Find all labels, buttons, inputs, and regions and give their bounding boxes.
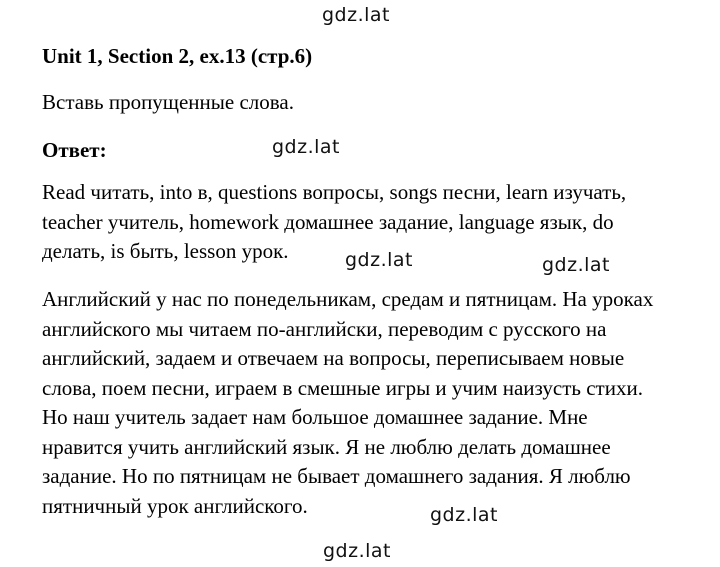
- paragraph-line: английский, задаем и отвечаем на вопросы, переписываем новые: [42, 346, 625, 370]
- paragraph-line: teacher учитель, homework домашнее задание, language язык, do: [42, 209, 614, 234]
- paragraph-line: Английский у нас по понедельникам, средам и пятницам. На уроках: [42, 287, 654, 311]
- answer-label: Ответ:: [42, 138, 107, 162]
- watermark: gdz.lat: [272, 136, 341, 158]
- paragraph-line: Но наш учитель задает нам большое домашнее задание. Мне: [42, 405, 588, 429]
- watermark: gdz.lat: [345, 249, 414, 271]
- watermark: gdz.lat: [430, 504, 499, 526]
- paragraph-line: пятничный урок английского.: [42, 493, 308, 518]
- task-instruction: Вставь пропущенные слова.: [42, 90, 294, 114]
- paragraph-line: задание. Но по пятницам не бывает домашнего задания. Я люблю: [42, 464, 631, 488]
- vocabulary-paragraph: [42, 178, 720, 267]
- paragraph-line: нравится учить английский язык. Я не люблю делать домашнее: [42, 434, 611, 459]
- paragraph-line: Read читать, into в, questions вопросы, songs песни, learn изучать,: [42, 180, 627, 204]
- exercise-heading: Unit 1, Section 2, ex.13 (стр.6): [42, 44, 313, 68]
- watermark: gdz.lat: [542, 254, 611, 276]
- paragraph-line: английского мы читаем по-английски, переводим с русского на: [42, 316, 607, 341]
- answer-text-paragraph: [42, 285, 720, 521]
- watermark: gdz.lat: [323, 540, 392, 562]
- paragraph-line: делать, is быть, lesson урок.: [42, 239, 289, 263]
- paragraph-line: слова, поем песни, играем в смешные игры и учим наизусть стихи.: [42, 375, 643, 400]
- watermark: gdz.lat: [322, 4, 391, 26]
